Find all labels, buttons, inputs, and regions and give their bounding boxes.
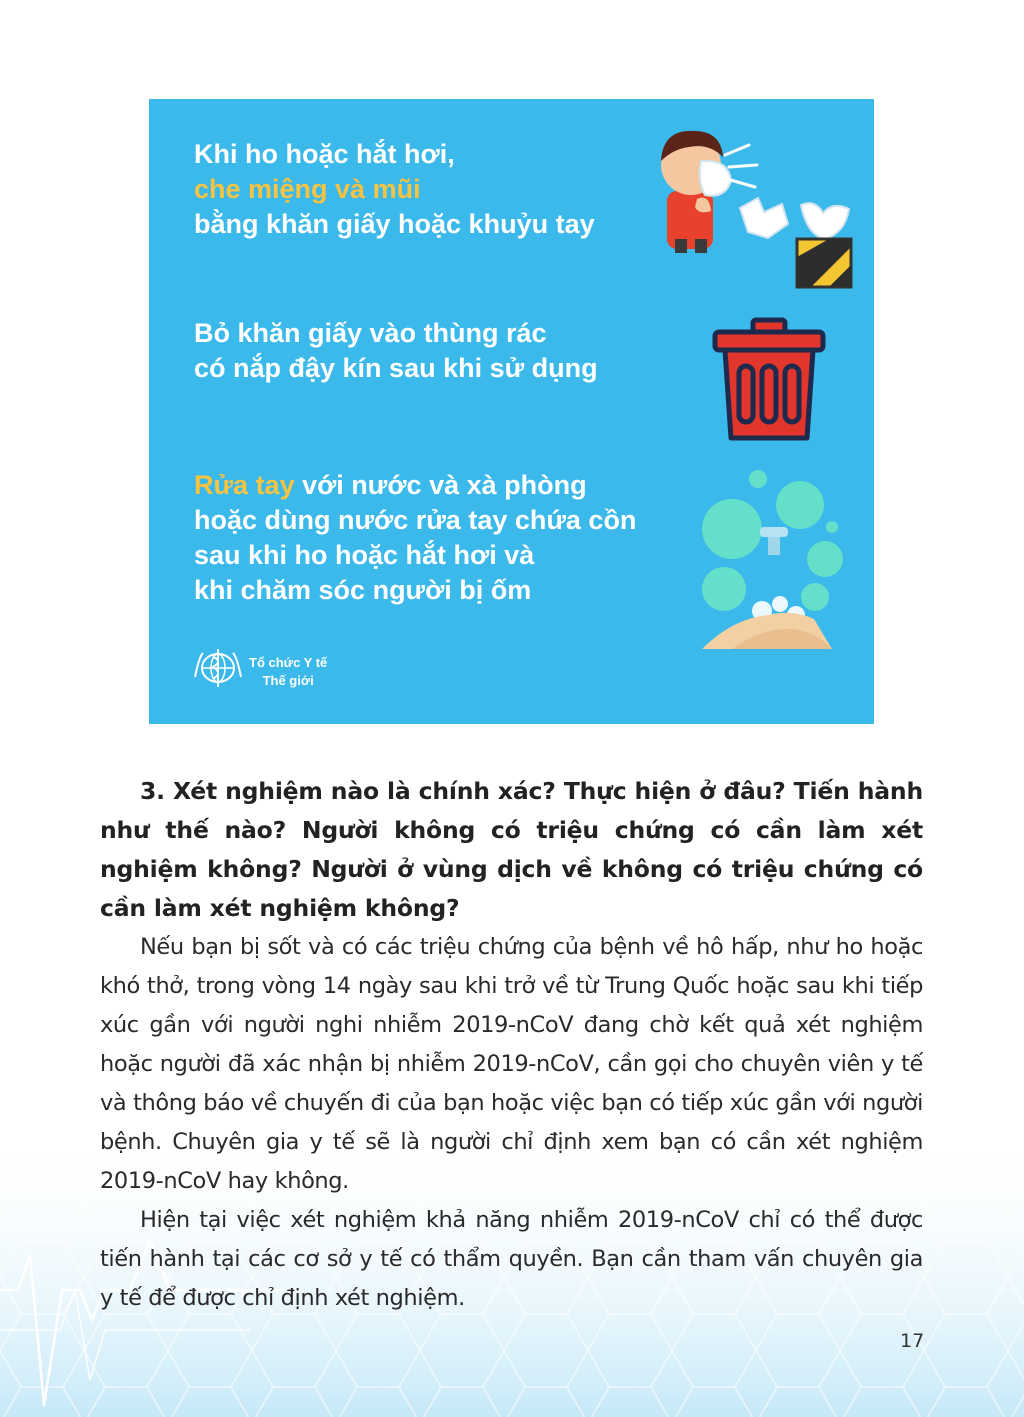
handwash-highlight: Rửa tay <box>194 470 295 500</box>
page-number: 17 <box>900 1330 925 1352</box>
tissue-disposal-text <box>194 316 598 386</box>
handwash-advice-text <box>194 468 636 608</box>
handwash-line-1-rest: với nước và xà phòng <box>294 470 587 500</box>
handwash-line-2: hoặc dùng nước rửa tay chứa cồn <box>194 505 637 535</box>
body-paragraph-1: Nếu bạn bị sốt và có các triệu chứng của bệnh về hô hấp, như ho hoặc khó thở, trong vòng 14 ngày sau khi trở về từ Trung Quốc hoặc sau khi tiếp xúc gần với người nghi nhiễm 2019-nCoV đang chờ kết quả xét nghiệm hoặc người đã xác nhận bị nhiễm 2019-nCoV, cần gọi cho chuyên viên y tế và thông báo về chuyến đi của bạn hoặc việc bạn có tiếp xúc gần với người bệnh. Chuyên gia y tế sẽ là người chỉ định xem bạn có cần xét nghiệm 2019-nCoV hay không. <box>100 934 923 1194</box>
cough-advice-line-3: bằng khăn giấy hoặc khuỷu tay <box>194 209 595 239</box>
body-paragraph-2: Hiện tại việc xét nghiệm khả năng nhiễm 2019-nCoV chỉ có thể được tiến hành tại các cơ sở y tế có thẩm quyền. Bạn cần tham vấn chuyên gia y tế để được chỉ định xét nghiệm. <box>100 1207 923 1311</box>
tissue-box-icon <box>789 199 859 291</box>
who-advice-poster <box>149 99 874 724</box>
section-question-heading: 3. Xét nghiệm nào là chính xác? Thực hiện ở đâu? Tiến hành như thế nào? Người không có triệu chứng có cần làm xét nghiệm không? Người ở vùng dịch về không có triệu chứng có cần làm xét nghiệm không? <box>100 777 923 922</box>
who-org-name-line-1: Tổ chức Y tế <box>249 655 328 670</box>
who-org-name-line-2: Thế giới <box>262 673 314 688</box>
cough-advice-line-1: Khi ho hoặc hắt hơi, <box>194 139 455 169</box>
handwash-line-3: sau khi ho hoặc hắt hơi và <box>194 540 535 570</box>
who-logo <box>193 647 243 689</box>
cough-advice-text <box>194 137 595 242</box>
crumpled-tissue-icon <box>734 194 794 244</box>
hand-washing-icon <box>702 469 847 654</box>
tissue-disposal-line-2: có nắp đậy kín sau khi sử dụng <box>194 353 598 383</box>
handwash-line-4: khi chăm sóc người bị ốm <box>194 575 532 605</box>
tissue-disposal-line-1: Bỏ khăn giấy vào thùng rác <box>194 318 547 348</box>
who-org-name <box>249 654 327 690</box>
trash-can-icon <box>711 314 827 444</box>
document-body <box>100 772 923 1318</box>
cough-advice-line-2: che miệng và mũi <box>194 174 421 204</box>
